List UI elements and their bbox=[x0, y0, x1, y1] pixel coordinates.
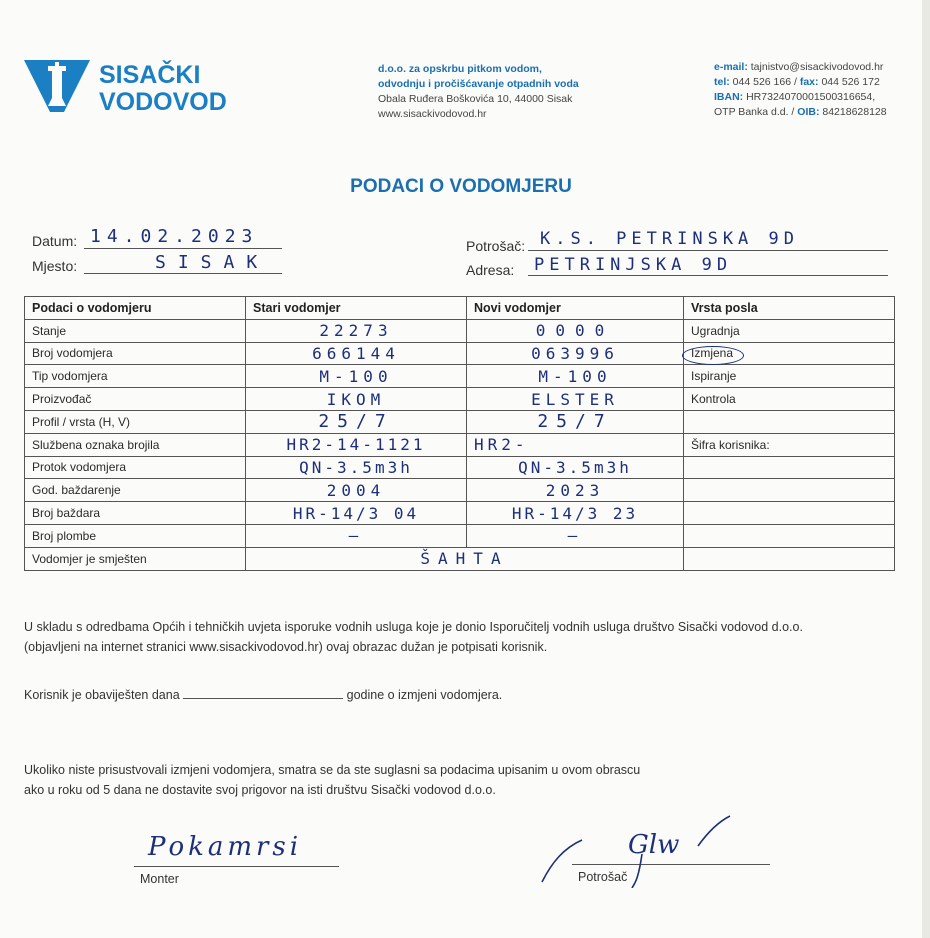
row-label: Broj baždara bbox=[25, 502, 246, 525]
mjesto-value[interactable]: SISAK bbox=[155, 252, 270, 273]
work-type[interactable] bbox=[684, 502, 895, 525]
work-type[interactable]: Izmjena bbox=[684, 342, 895, 365]
row-label: God. baždarenje bbox=[25, 479, 246, 502]
new-value[interactable]: 063996 bbox=[467, 342, 684, 365]
old-value[interactable]: QN-3.5m3h bbox=[246, 456, 467, 479]
page-edge-shadow bbox=[922, 0, 930, 938]
new-value[interactable]: 0000 bbox=[467, 319, 684, 342]
potrosac-signature: Glw bbox=[628, 830, 680, 860]
new-value[interactable]: QN-3.5m3h bbox=[467, 456, 684, 479]
row-label: Broj vodomjera bbox=[25, 342, 246, 365]
new-value[interactable]: 2023 bbox=[467, 479, 684, 502]
objection-paragraph bbox=[24, 760, 904, 800]
old-value[interactable]: HR-14/3 04 bbox=[246, 502, 467, 525]
terms-line-1: U skladu s odredbama Općih i tehničkih uvjeta isporuke vodnih usluga koje je donio Isporučitelj vodnih usluga društvo Sisački vodovod d.o.o. bbox=[24, 620, 803, 634]
old-value[interactable]: IKOM bbox=[246, 388, 467, 411]
location-value[interactable]: ŠAHTA bbox=[246, 547, 684, 570]
iban-label: IBAN: bbox=[714, 91, 744, 103]
informed-date-field[interactable] bbox=[183, 698, 343, 699]
new-value[interactable]: ELSTER bbox=[467, 388, 684, 411]
new-value[interactable]: — bbox=[467, 524, 684, 547]
adresa-line bbox=[528, 275, 888, 276]
izmjena-circle-mark bbox=[682, 346, 744, 365]
oib-label: OIB: bbox=[797, 106, 820, 118]
old-value[interactable]: 666144 bbox=[246, 342, 467, 365]
datum-value[interactable]: 14.02.2023 bbox=[90, 226, 259, 247]
table-row bbox=[25, 502, 895, 525]
table-row bbox=[25, 456, 895, 479]
terms-line-2: (objavljeni na internet stranici www.sisackivodovod.hr) ovaj obrazac dužan je potpisati korisnik. bbox=[24, 640, 548, 654]
potrosac-value[interactable]: K.S. PETRINSKA 9D bbox=[540, 229, 799, 249]
new-value[interactable]: M-100 bbox=[467, 365, 684, 388]
table-header-row bbox=[25, 297, 895, 320]
potrosac-line bbox=[528, 250, 888, 251]
work-type[interactable]: Kontrola bbox=[684, 388, 895, 411]
old-value[interactable]: 25/7 bbox=[246, 410, 467, 433]
adresa-label: Adresa: bbox=[466, 262, 515, 278]
table-row bbox=[25, 410, 895, 433]
location-empty-cell bbox=[684, 547, 895, 570]
informed-prefix: Korisnik je obaviješten dana bbox=[24, 688, 180, 702]
brand-line-2: VODOVOD bbox=[99, 88, 227, 116]
desc-line-1: d.o.o. za opskrbu pitkom vodom, bbox=[378, 63, 542, 75]
row-label: Proizvođač bbox=[25, 388, 246, 411]
oib-value: 84218628128 bbox=[822, 106, 887, 118]
row-label: Profil / vrsta (H, V) bbox=[25, 410, 246, 433]
table-row bbox=[25, 433, 895, 456]
header-novi: Novi vodomjer bbox=[467, 297, 684, 320]
header-vrsta-posla: Vrsta posla bbox=[684, 297, 895, 320]
table-row bbox=[25, 388, 895, 411]
new-value[interactable]: HR2- bbox=[467, 433, 684, 456]
row-label: Broj plombe bbox=[25, 524, 246, 547]
table-row bbox=[25, 524, 895, 547]
new-value[interactable]: HR-14/3 23 bbox=[467, 502, 684, 525]
monter-signature: Pokamrsi bbox=[148, 832, 303, 862]
company-website: www.sisackivodovod.hr bbox=[378, 108, 487, 120]
work-type[interactable]: Ugradnja bbox=[684, 319, 895, 342]
potrosac-sign-label: Potrošač bbox=[578, 870, 628, 884]
form-title: PODACI O VODOMJERU bbox=[350, 176, 572, 197]
old-value[interactable]: HR2-14-1121 bbox=[246, 433, 467, 456]
table-row-location bbox=[25, 547, 895, 570]
desc-line-2: odvodnju i pročišćavanje otpadnih voda bbox=[378, 78, 579, 90]
brand-line-1: SISAČKI bbox=[99, 61, 201, 89]
header-stari: Stari vodomjer bbox=[246, 297, 467, 320]
company-address: Obala Ruđera Boškovića 10, 44000 Sisak bbox=[378, 93, 573, 105]
old-value[interactable]: 2004 bbox=[246, 479, 467, 502]
tel-label: tel: bbox=[714, 76, 730, 88]
row-label: Tip vodomjera bbox=[25, 365, 246, 388]
header-podaci: Podaci o vodomjeru bbox=[25, 297, 246, 320]
row-label: Službena oznaka brojila bbox=[25, 433, 246, 456]
tel-value: 044 526 166 / bbox=[732, 76, 797, 88]
company-description bbox=[378, 62, 579, 122]
fax-label: fax: bbox=[799, 76, 819, 88]
mjesto-line bbox=[84, 273, 282, 274]
work-type[interactable] bbox=[684, 524, 895, 547]
email-label: e-mail: bbox=[714, 61, 748, 73]
table-row bbox=[25, 365, 895, 388]
company-contacts bbox=[714, 60, 887, 120]
work-type[interactable] bbox=[684, 456, 895, 479]
old-value[interactable]: M-100 bbox=[246, 365, 467, 388]
monter-signature-line bbox=[134, 866, 339, 867]
mjesto-label: Mjesto: bbox=[32, 258, 78, 274]
potrosac-label: Potrošač: bbox=[466, 238, 526, 254]
iban-value: HR7324070001500316654, bbox=[746, 91, 876, 103]
meter-data-table bbox=[24, 296, 895, 571]
work-type[interactable]: Ispiranje bbox=[684, 365, 895, 388]
objection-line-1: Ukoliko niste prisustvovali izmjeni vodomjera, smatra se da ste suglasni sa podacima upisanim u ovom obrascu bbox=[24, 763, 641, 777]
work-type[interactable]: Šifra korisnika: bbox=[684, 433, 895, 456]
terms-paragraph bbox=[24, 617, 904, 657]
fax-value: 044 526 172 bbox=[821, 76, 880, 88]
table-row bbox=[25, 319, 895, 342]
table-row bbox=[25, 342, 895, 365]
location-label: Vodomjer je smješten bbox=[25, 547, 246, 570]
informed-line bbox=[24, 685, 904, 705]
email-value: tajnistvo@sisackivodovod.hr bbox=[750, 61, 884, 73]
new-value[interactable]: 25/7 bbox=[467, 410, 684, 433]
informed-suffix: godine o izmjeni vodomjera. bbox=[346, 688, 503, 702]
bank-name: OTP Banka d.d. / bbox=[714, 106, 795, 118]
datum-label: Datum: bbox=[32, 233, 78, 249]
monter-label: Monter bbox=[140, 872, 179, 886]
old-value[interactable]: — bbox=[246, 524, 467, 547]
table-row bbox=[25, 479, 895, 502]
water-tower-logo-icon bbox=[24, 60, 90, 112]
objection-line-2: ako u roku od 5 dana ne dostavite svoj prigovor na isti društvu Sisački vodovod d.o.o. bbox=[24, 783, 496, 797]
datum-line bbox=[84, 248, 282, 249]
row-label: Stanje bbox=[25, 319, 246, 342]
row-label: Protok vodomjera bbox=[25, 456, 246, 479]
work-type[interactable] bbox=[684, 410, 895, 433]
work-type[interactable] bbox=[684, 479, 895, 502]
old-value[interactable]: 22273 bbox=[246, 319, 467, 342]
adresa-value[interactable]: PETRINJSKA 9D bbox=[534, 255, 733, 275]
company-brand bbox=[99, 62, 227, 116]
